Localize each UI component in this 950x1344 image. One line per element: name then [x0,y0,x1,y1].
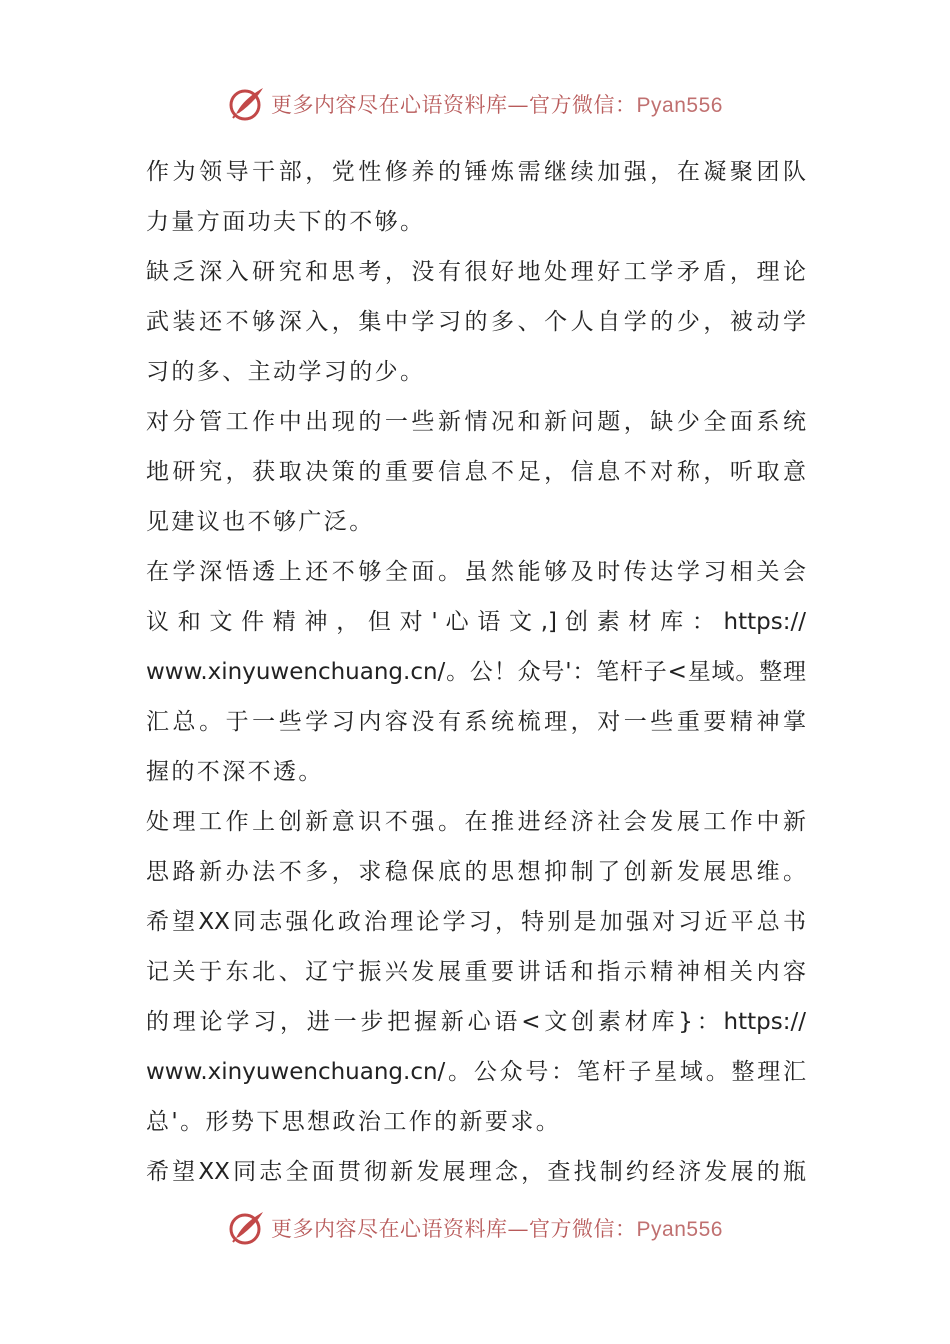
text-line: 汇总。于一些学习内容没有系统梳理，对一些重要精神掌 [146,709,806,735]
text-line: 希望XX同志全面贯彻新发展理念，查找制约经济发展的瓶 [146,1159,806,1185]
text-line: 希望XX同志强化政治理论学习，特别是加强对习近平总书 [146,909,806,935]
text-line: 武装还不够深入，集中学习的多、个人自学的少，被动学 [146,309,806,335]
banner-text: 更多内容尽在心语资料库—官方微信：Pyan556 [271,1217,723,1241]
text-line: www.xinyuwenchuang.cn/。公！众号'：笔杆子<星域。整理 [146,659,806,685]
text-line: 总'。形势下思想政治工作的新要求。 [146,1109,562,1135]
quill-logo-icon [227,1208,267,1248]
text-line: 地研究，获取决策的重要信息不足，信息不对称，听取意 [146,459,806,485]
text-line: 的理论学习，进一步把握新心语<文创素材库}：https:// [146,1009,806,1035]
header-banner [0,82,950,126]
text-line: 见建议也不够广泛。 [146,509,375,535]
text-line: 握的不深不透。 [146,759,324,785]
text-line: 处理工作上创新意识不强。在推进经济社会发展工作中新 [146,809,806,835]
text-line: 力量方面功夫下的不够。 [146,209,426,235]
text-line: 思路新办法不多，求稳保底的思想抑制了创新发展思维。 [146,859,806,885]
text-line: www.xinyuwenchuang.cn/。公众号：笔杆子星域。整理汇 [146,1059,806,1085]
text-line: 议 和 文 件 精 神 ， 但 对 ' 心 语 文 ,] 创 素 材 库 ： https:// [146,609,806,635]
document-body [146,147,806,1197]
text-line: 对分管工作中出现的一些新情况和新问题，缺少全面系统 [146,409,806,435]
banner-text: 更多内容尽在心语资料库—官方微信：Pyan556 [271,93,723,117]
quill-logo-icon [227,84,267,124]
text-line: 缺乏深入研究和思考，没有很好地处理好工学矛盾，理论 [146,259,806,285]
footer-banner [0,1206,950,1250]
text-line: 作为领导干部，党性修养的锤炼需继续加强，在凝聚团队 [146,159,806,185]
text-line: 记关于东北、辽宁振兴发展重要讲话和指示精神相关内容 [146,959,806,985]
text-line: 在学深悟透上还不够全面。虽然能够及时传达学习相关会 [146,559,806,585]
text-line: 习的多、主动学习的少。 [146,359,426,385]
